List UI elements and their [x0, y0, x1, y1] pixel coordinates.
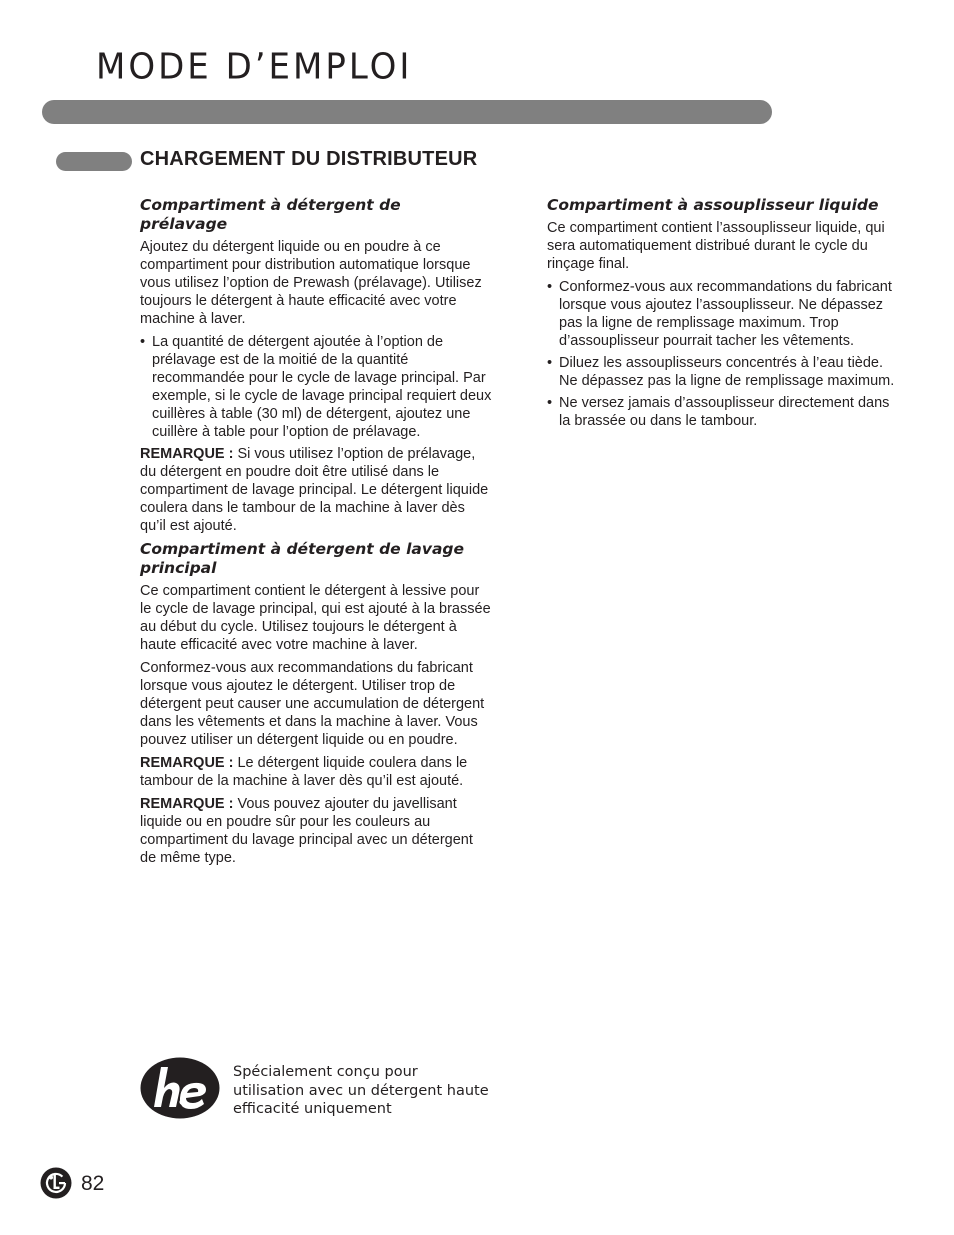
note-label: REMARQUE : — [140, 755, 234, 771]
prewash-note — [140, 445, 492, 535]
main-wash-heading: Compartiment à détergent de lavage principal — [140, 540, 465, 577]
softener-paragraph: Ce compartiment contient l’assouplisseur liquide, qui sera automatiquement distribué durant le cycle du rinçage final. — [547, 220, 885, 272]
note-text: Vous pouvez ajouter du javellisant liquide ou en poudre sûr pour les couleurs au compartiment du lavage principal avec un détergent de même type. — [140, 796, 473, 866]
main-wash-paragraph-2: Conformez-vous aux recommandations du fabricant lorsque vous ajoutez le détergent. Utiliser trop de détergent peut causer une accumulation de détergent dans les vêtements et dans la machine à laver. Vous pouvez utiliser un détergent liquide ou en poudre. — [140, 660, 485, 748]
note-text: Le détergent liquide coulera dans le tambour de la machine à laver dès qu’il est ajouté. — [140, 755, 468, 789]
section-heading: CHARGEMENT DU DISTRIBUTEUR — [140, 148, 478, 170]
he-logo-icon — [140, 1057, 220, 1119]
he-notice-text: Spécialement conçu pour utilisation avec un détergent haute efficacité uniquement — [233, 1064, 489, 1117]
main-wash-note-1 — [140, 754, 492, 790]
prewash-heading: Compartiment à détergent de prélavage — [140, 196, 401, 233]
note-text: Si vous utilisez l’option de prélavage, du détergent en poudre doit être utilisé dans le compartiment de lavage principal. Le détergent liquide coulera dans le tambour de la machine à laver dès qu’il est ajouté. — [140, 446, 489, 534]
softener-bullet: • Diluez les assouplisseurs concentrés à l’eau tiède. Ne dépassez pas la ligne de remplissage maximum. — [547, 354, 899, 390]
main-wash-paragraph-1: Ce compartiment contient le détergent à lessive pour le cycle de lavage principal, qui est ajouté à la brassée au début du cycle. Utilisez toujours le détergent à haute efficacité avec votre machine à laver. — [140, 583, 491, 653]
he-notice — [140, 1057, 500, 1121]
softener-bullet: • Ne versez jamais d’assouplisseur directement dans la brassée ou dans le tambour. — [547, 394, 899, 430]
right-column — [547, 196, 899, 434]
prewash-paragraph: Ajoutez du détergent liquide ou en poudre à ce compartiment pour distribution automatique lorsque vous utilisez l’option de Prewash (prélavage). Utilisez toujours le détergent à haute efficacité avec votre machine à laver. — [140, 239, 482, 327]
lg-logo-icon — [40, 1167, 72, 1199]
note-label: REMARQUE : — [140, 446, 234, 462]
page-number: 82 — [81, 1172, 105, 1195]
section-pill — [56, 152, 132, 171]
softener-bullet: • Conformez-vous aux recommandations du fabricant lorsque vous ajoutez l’assouplisseur. Ne dépassez pas la ligne de remplissage maximum. Trop d’assouplisseur pourrait tacher les vêtements. — [547, 278, 899, 350]
note-label: REMARQUE : — [140, 796, 234, 812]
softener-heading: Compartiment à assouplisseur liquide — [547, 196, 879, 214]
prewash-bullet: • La quantité de détergent ajoutée à l’option de prélavage est de la moitié de la quantité recommandée pour le cycle de lavage principal. Par exemple, si le cycle de lavage principal requiert deux cuillères à table (30 ml) de détergent, ajoutez une cuillère à table pour l’option de prélavage. — [140, 333, 492, 441]
main-wash-note-2 — [140, 795, 492, 867]
title-bar — [42, 100, 772, 124]
left-column — [140, 196, 492, 872]
page-title: MODE D’EMPLOI — [96, 46, 413, 88]
prewash-bullet-list — [140, 333, 492, 441]
softener-bullet-list — [547, 278, 899, 430]
